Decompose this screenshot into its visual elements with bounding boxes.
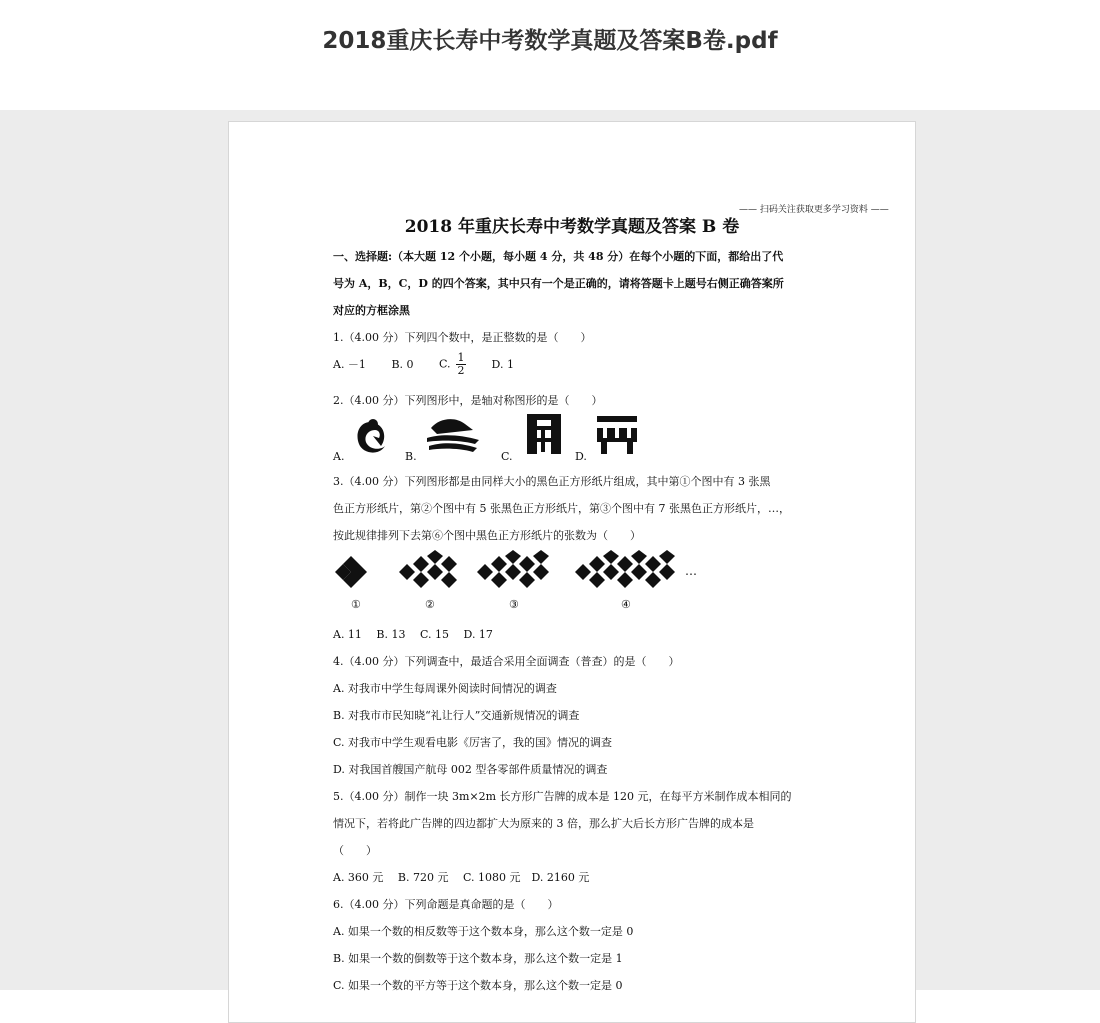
header-bar	[0, 0, 1100, 110]
question-3-stem: 按此规律排列下去第⑥个图中黑色正方形纸片的张数为（ ）	[333, 529, 641, 542]
pattern-figure-1	[335, 556, 367, 588]
fraction	[456, 352, 466, 377]
document-title: 2018 年重庆长寿中考数学真题及答案 B 卷	[404, 217, 740, 237]
question-5-stem: 情况下，若将此广告牌的四边都扩大为原来的 3 倍，那么扩大后长方形广告牌的成本是	[333, 817, 754, 830]
option-c-prefix: C.	[439, 357, 451, 371]
scan-note: —— 扫码关注获取更多学习资料 ——	[739, 205, 889, 215]
question-2-figures	[333, 412, 693, 462]
option-a: A. －1	[333, 357, 366, 371]
pattern-ellipsis: …	[685, 564, 697, 578]
section-heading: 一、选择题:（本大题 12 个小题，每小题 4 分，共 48 分）在每个小题的下面，都给出了代	[333, 250, 784, 263]
figure-label-1: ①	[351, 598, 361, 611]
fraction-numerator: 1	[457, 351, 465, 364]
question-5-stem: 5.（4.00 分）制作一块 3m×2m 长方形广告牌的成本是 120 元，在每平方米制作成本相同的	[333, 790, 792, 803]
question-3-figures	[333, 550, 713, 620]
figure-label-3: ③	[509, 598, 519, 611]
file-title: 2018重庆长寿中考数学真题及答案B卷.pdf	[322, 28, 778, 54]
question-6-option-a: A. 如果一个数的相反数等于这个数本身，那么这个数一定是 0	[333, 925, 634, 938]
symbol-ship-b-image	[425, 414, 481, 456]
option-d: D. 1	[491, 357, 514, 371]
question-6-option-c: C. 如果一个数的平方等于这个数本身，那么这个数一定是 0	[333, 979, 623, 992]
question-2-stem: 2.（4.00 分）下列图形中，是轴对称图形的是（ ）	[333, 394, 603, 407]
figure-label-b: B.	[405, 450, 417, 463]
question-4-option-a: A. 对我市中学生每周课外阅读时间情况的调查	[333, 682, 557, 695]
question-3-options: A. 11 B. 13 C. 15 D. 17	[333, 628, 493, 641]
pattern-figure-3	[477, 550, 549, 588]
question-6-stem: 6.（4.00 分）下列命题是真命题的是（ ）	[333, 898, 559, 911]
figure-label-a: A.	[333, 450, 345, 463]
question-3-stem: 色正方形纸片，第②个图中有 5 张黑色正方形纸片，第③个图中有 7 张黑色正方形纸片，…，	[333, 502, 790, 515]
question-5-options: A. 360 元 B. 720 元 C. 1080 元 D. 2160 元	[333, 871, 590, 884]
question-5-stem: （ ）	[333, 844, 377, 857]
symbol-glyph-d-image	[595, 414, 639, 456]
question-3-stem: 3.（4.00 分）下列图形都是由同样大小的黑色正方形纸片组成，其中第①个图中有 3 张黑	[333, 475, 771, 488]
option-b: B. 0	[391, 357, 414, 371]
figure-label-4: ④	[621, 598, 631, 611]
diamond-pattern-figures	[333, 550, 713, 598]
figure-label-d: D.	[575, 450, 587, 463]
symbol-glyph-c-image	[523, 412, 563, 456]
question-4-option-b: B. 对我市市民知晓“礼让行人”交通新规情况的调查	[333, 709, 580, 722]
option-c	[439, 352, 466, 377]
fraction-denominator: 2	[457, 364, 465, 377]
pattern-figure-4	[575, 550, 675, 588]
question-4-option-d: D. 对我国首艘国产航母 002 型各零部件质量情况的调查	[333, 763, 608, 776]
section-heading: 号为 A，B，C，D 的四个答案，其中只有一个是正确的，请将答题卡上题号右侧正确答案所	[333, 277, 784, 290]
question-4-option-c: C. 对我市中学生观看电影《厉害了，我的国》情况的调查	[333, 736, 613, 749]
pdf-page	[228, 121, 916, 1023]
figure-label-2: ②	[425, 598, 435, 611]
section-heading: 对应的方框涂黑	[333, 304, 410, 317]
symbol-logo-a-image	[351, 416, 391, 458]
question-1-stem: 1.（4.00 分）下列四个数中，是正整数的是（ ）	[333, 331, 592, 344]
question-6-option-b: B. 如果一个数的倒数等于这个数本身，那么这个数一定是 1	[333, 952, 623, 965]
figure-label-c: C.	[501, 450, 513, 463]
question-1-options	[333, 352, 536, 377]
pattern-figure-2	[399, 550, 457, 588]
question-4-stem: 4.（4.00 分）下列调查中，最适合采用全面调查（普查）的是（ ）	[333, 655, 680, 668]
